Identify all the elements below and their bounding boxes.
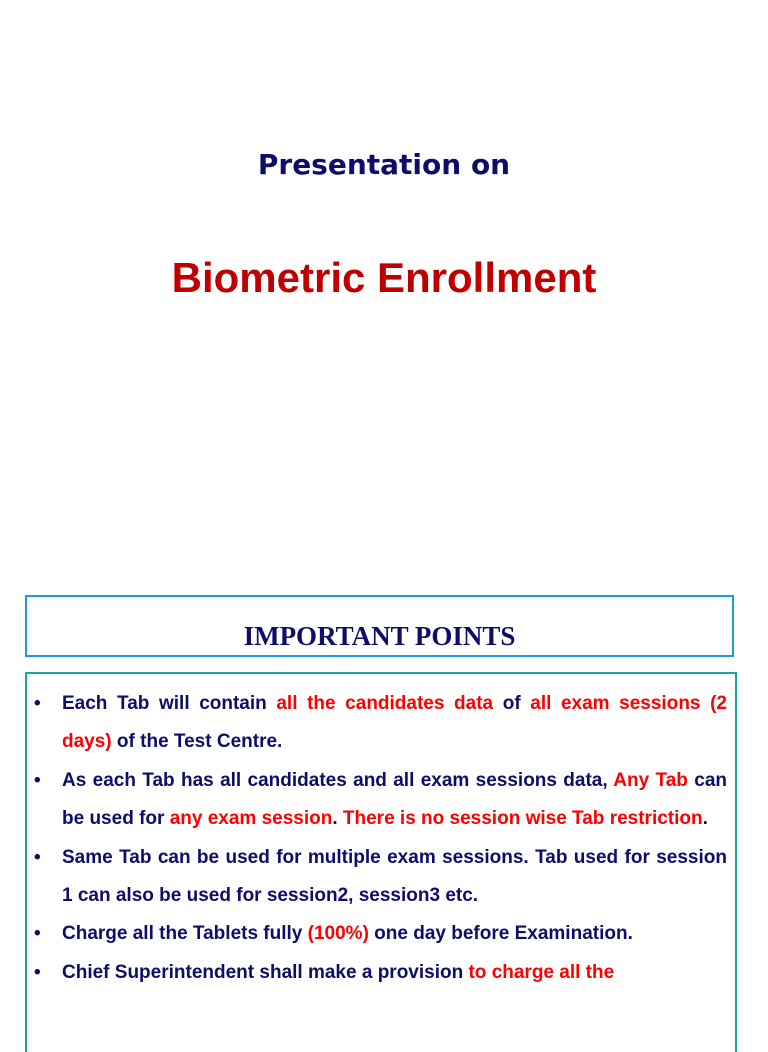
list-item (34, 685, 727, 762)
important-points-content-box (25, 672, 737, 1052)
presentation-on-heading: Presentation on (257, 148, 511, 181)
list-item (34, 762, 727, 839)
bullet-icon: • (34, 923, 41, 945)
bullet-icon: • (34, 693, 41, 714)
points-list (27, 674, 735, 992)
point-segment: . (702, 808, 708, 830)
point-segment: Any Tab (613, 769, 688, 791)
bullet-icon: • (34, 846, 41, 868)
point-segment: There is no session wise Tab restriction (342, 808, 703, 830)
point-segment: any exam session (169, 808, 333, 830)
point-segment: can be used for (62, 769, 727, 830)
list-item (34, 839, 727, 916)
bullet-icon: • (34, 961, 41, 983)
list-item (34, 954, 727, 992)
slide-title: Biometric Enrollment (171, 254, 597, 301)
point-segment: (100%) (307, 923, 369, 945)
point-segment: to charge all the (468, 961, 615, 983)
important-points-heading: IMPORTANT POINTS (243, 621, 516, 651)
point-segment: Each Tab will contain (62, 693, 277, 714)
point-segment: Same Tab can be used for multiple exam sessions. Tab used for session 1 can also be used for session2, session3 etc. (62, 846, 727, 907)
point-segment: all exam sessions (2 days) (62, 693, 727, 753)
point-segment: As each Tab has all candidates and all exam sessions data, (62, 769, 614, 791)
point-segment: Charge all the Tablets fully (62, 923, 308, 945)
bullet-icon: • (34, 769, 41, 791)
point-segment: of (493, 693, 531, 714)
point-segment: . (332, 808, 343, 830)
point-segment: of the Test Centre. (111, 731, 283, 753)
point-segment: Chief Superintendent shall make a provision (62, 961, 469, 983)
point-segment: all the candidates data (276, 693, 494, 714)
important-points-header-box (25, 595, 734, 657)
point-segment: one day before Examination. (368, 923, 633, 945)
list-item (34, 915, 727, 953)
